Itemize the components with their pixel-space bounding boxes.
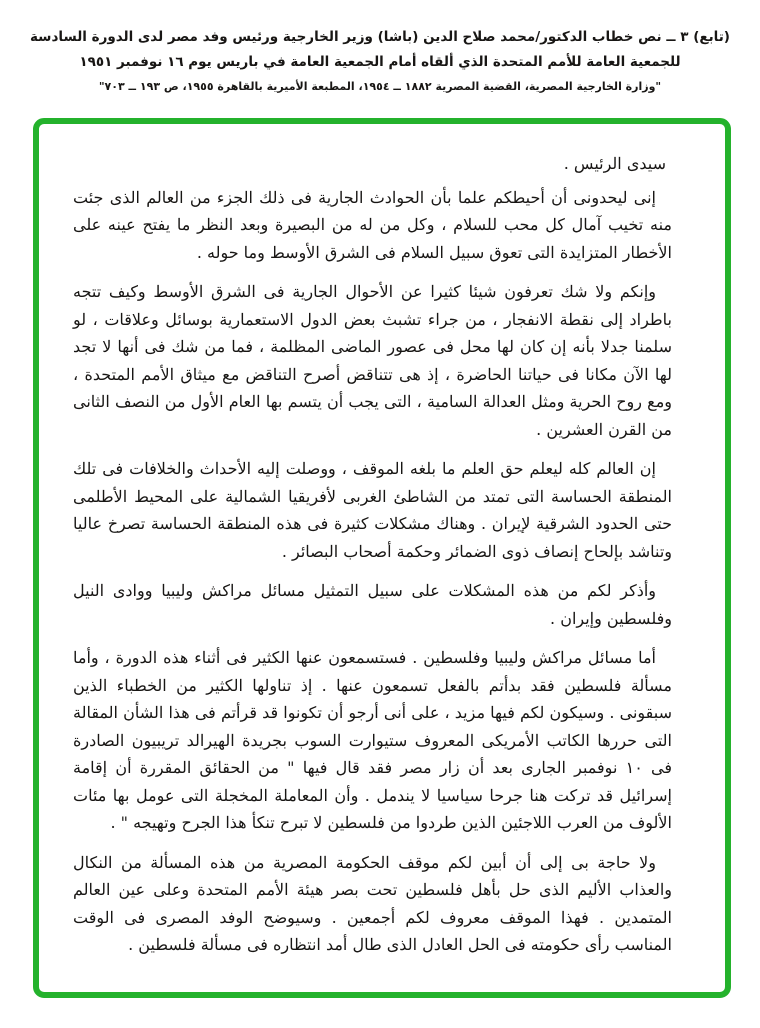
- salutation-line: سيدى الرئيس .: [563, 154, 666, 173]
- speech-paragraph: وأذكر لكم من هذه المشكلات على سبيل التمثيل مسائل مراكش وليبيا ووادى النيل وفلسطين وإيران .: [73, 581, 672, 628]
- speech-paragraph: إنى ليحدونى أن أحيطكم علما بأن الحوادث الجارية فى ذلك الجزء من العالم الذى جئت منه تخيب آمال كل محب للسلام ، وكل من له من البصيرة وبعد النظر ما يفتح عينه على الأخطار المتزايدة التى تعوق سبيل السلام فى الشرق الأوسط وما حوله .: [73, 187, 672, 262]
- speech-paragraph: ولا حاجة بى إلى أن أبين لكم موقف الحكومة المصرية من هذه المسألة من النكال والعذاب الأليم الذى حل بأهل فلسطين تحت بصر هيئة الأمم المتحدة وعلى عين العالم المتمدين . فهذا الموقف معروف لكم أجمعين . وسيوضح الوفد المصرى فى الوقت المناسب رأى حكومته فى الحل العادل الذى طال أمد انتظاره فى مسألة فلسطين .: [73, 852, 672, 954]
- document-header: [0, 0, 760, 97]
- speech-paragraph: وإنكم ولا شك تعرفون شيئا كثيرا عن الأحوال الجارية فى الشرق الأوسط وكيف تتجه باطراد إلى نقطة الانفجار ، من جراء تشبث بعض الدول الاستعمارية بوسائل وعلاقات ، لو سلمنا جدلا بأنه إن كان لها محل فى عصور الماضى المظلمة ، فما من شك فى أنها لا تجد لها الآن مكانا فى حياتنا الحاضرة ، إذ هى تتناقض أصرح التناقض مع ميثاق الأمم المتحدة ، ومع روح الحرية ومثل العدالة السامية ، التى يجب أن يتسم بها العام الأول من النصف الثانى من القرن العشرين .: [73, 282, 672, 439]
- header-source-citation: "وزارة الخارجية المصرية، القضية المصرية ١٨٨٢ ــ ١٩٥٤، المطبعة الأميرية بالقاهرة ١٩٥٥، ص ١٩٣ ــ ٧٠٣": [98, 80, 662, 93]
- header-subtitle-line: للجمعية العامة للأمم المتحدة الذي ألقاه أمام الجمعية العامة في باريس يوم ١٦ نوفمبر ١٩٥١: [79, 54, 681, 70]
- speech-body: [39, 124, 725, 992]
- header-title-line: (تابع) ٣ ــ نص خطاب الدكتور/محمد صلاح الدين (باشا) وزير الخارجية ورئيس وفد مصر لدى الدورة السادسة: [30, 29, 730, 45]
- speech-paragraph: أما مسائل مراكش وليبيا وفلسطين . فستسمعون عنها الكثير فى أثناء هذه الدورة ، وأما مسألة فلسطين فقد بدأتم بالفعل تسمعون عنها . إذ تناولها الكثير من الخطباء الذين سبقونى . وسيكون لكم فيها مزيد ، على أنى أرجو أن تكونوا قد قرأتم فى هذا الشأن المقالة التى حررها الكاتب الأمريكى المعروف ستيوارت السوب بجريدة الهيرالد تريبيون الصادرة فى ١٠ نوفمبر الجارى بعد أن زار مصر فقد قال فيها " من الحقائق المقررة أن إقامة إسرائيل قد تركت هنا جرحا سياسيا لا يندمل . وأن المعاملة المخجلة التى عومل بها مئات الألوف من العرب اللاجئين الذين طردوا من فلسطين لا تبرح تنكأ هذا الجرح وتهيجه " .: [73, 648, 672, 832]
- speech-paragraph: إن العالم كله ليعلم حق العلم ما بلغه الموقف ، ووصلت إليه الأحداث والخلافات فى تلك المنطقة الحساسة التى تمتد من الشاطئ الغربى لأفريقيا الشمالية على المحيط الأطلمى حتى الحدود الشرقية لإيران . وهناك مشكلات كثيرة فى هذه المنطقة الحساسة تصرخ عاليا وتناشد بإلحاح إنصاف ذوى الضمائر وحكمة أصحاب البصائر .: [73, 459, 672, 561]
